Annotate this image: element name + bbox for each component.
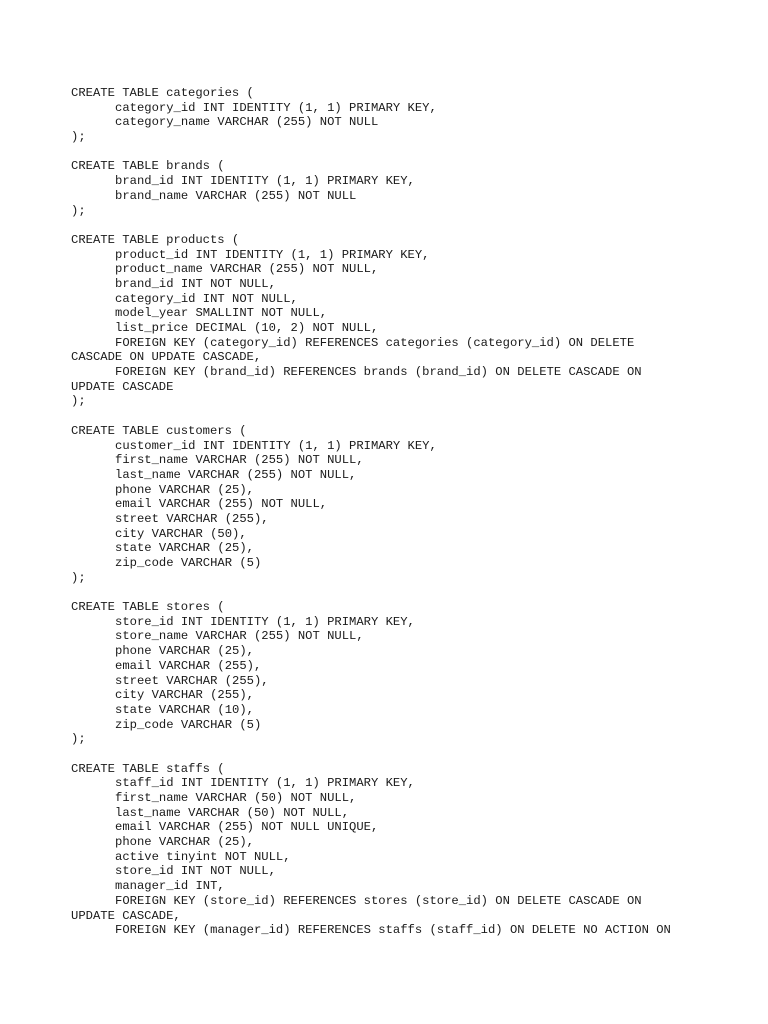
code-line: list_price DECIMAL (10, 2) NOT NULL, [115, 321, 379, 335]
code-line: first_name VARCHAR (255) NOT NULL, [115, 453, 364, 468]
code-line: FOREIGN KEY (brand_id) REFERENCES brands (brand_id) ON DELETE CASCADE ON [115, 365, 642, 380]
code-line: street VARCHAR (255), [115, 511, 269, 526]
code-line: UPDATE CASCADE, [71, 908, 181, 923]
code-line: zip_code VARCHAR (5) [115, 556, 262, 570]
code-line: product_name VARCHAR (255) NOT NULL, [115, 262, 379, 277]
code-line: store_id INT NOT NULL, [115, 864, 276, 879]
code-line: ); [71, 732, 86, 747]
code-line: customer_id INT IDENTITY (1, 1) PRIMARY KEY, [115, 438, 437, 453]
code-line: CASCADE ON UPDATE CASCADE, [71, 350, 262, 365]
code-line: staff_id INT IDENTITY (1, 1) PRIMARY KEY, [115, 776, 415, 791]
code-line: CREATE TABLE stores ( [71, 600, 225, 615]
code-line: brand_name VARCHAR (255) NOT NULL [115, 188, 357, 203]
blank-line [71, 145, 711, 160]
code-line: FOREIGN KEY (store_id) REFERENCES stores (store_id) ON DELETE CASCADE ON [115, 893, 642, 908]
code-line: CREATE TABLE staffs ( [71, 761, 225, 776]
code-line: CREATE TABLE products ( [71, 232, 240, 247]
code-line: product_id INT IDENTITY (1, 1) PRIMARY KEY, [115, 247, 430, 262]
code-line: brand_id INT NOT NULL, [115, 276, 276, 291]
code-line: zip_code VARCHAR (5) [115, 717, 262, 732]
code-line: active tinyint NOT NULL, [115, 849, 291, 864]
code-line: ); [71, 130, 86, 145]
blank-line [71, 747, 711, 762]
code-line: store_id INT IDENTITY (1, 1) PRIMARY KEY, [115, 614, 415, 629]
code-line: UPDATE CASCADE [71, 379, 174, 394]
code-line: phone VARCHAR (25), [115, 835, 254, 850]
code-line: category_name VARCHAR (255) NOT NULL [115, 115, 379, 130]
code-line: brand_id INT IDENTITY (1, 1) PRIMARY KEY, [115, 174, 415, 189]
code-line: manager_id INT, [115, 879, 225, 894]
code-line: FOREIGN KEY (manager_id) REFERENCES staffs (staff_id) ON DELETE NO ACTION ON [115, 923, 671, 938]
code-line: store_name VARCHAR (255) NOT NULL, [115, 629, 364, 644]
code-line: phone VARCHAR (25), [115, 482, 254, 497]
code-line: email VARCHAR (255) NOT NULL, [115, 497, 328, 512]
code-line: first_name VARCHAR (50) NOT NULL, [115, 791, 357, 805]
blank-line [71, 409, 711, 424]
code-line: email VARCHAR (255) NOT NULL UNIQUE, [115, 820, 379, 835]
sql-code-block [71, 86, 711, 938]
blank-line [71, 585, 711, 600]
code-line: category_id INT IDENTITY (1, 1) PRIMARY KEY, [115, 100, 437, 115]
code-line: phone VARCHAR (25), [115, 644, 254, 659]
code-line: ); [71, 394, 86, 409]
code-line: CREATE TABLE categories ( [71, 86, 254, 100]
code-line: model_year SMALLINT NOT NULL, [115, 306, 328, 321]
code-line: state VARCHAR (10), [115, 702, 254, 717]
code-line: ); [71, 203, 86, 218]
code-line: last_name VARCHAR (255) NOT NULL, [115, 467, 357, 482]
code-line: street VARCHAR (255), [115, 673, 269, 688]
code-line: email VARCHAR (255), [115, 658, 262, 673]
code-line: last_name VARCHAR (50) NOT NULL, [115, 805, 350, 820]
code-line: ); [71, 570, 86, 585]
code-line: city VARCHAR (255), [115, 688, 254, 703]
code-line: FOREIGN KEY (category_id) REFERENCES categories (category_id) ON DELETE [115, 335, 635, 350]
blank-line [71, 218, 711, 233]
code-line: city VARCHAR (50), [115, 526, 247, 541]
code-line: CREATE TABLE customers ( [71, 423, 247, 438]
code-line: state VARCHAR (25), [115, 541, 254, 556]
code-line: CREATE TABLE brands ( [71, 159, 225, 174]
code-line: category_id INT NOT NULL, [115, 291, 298, 306]
